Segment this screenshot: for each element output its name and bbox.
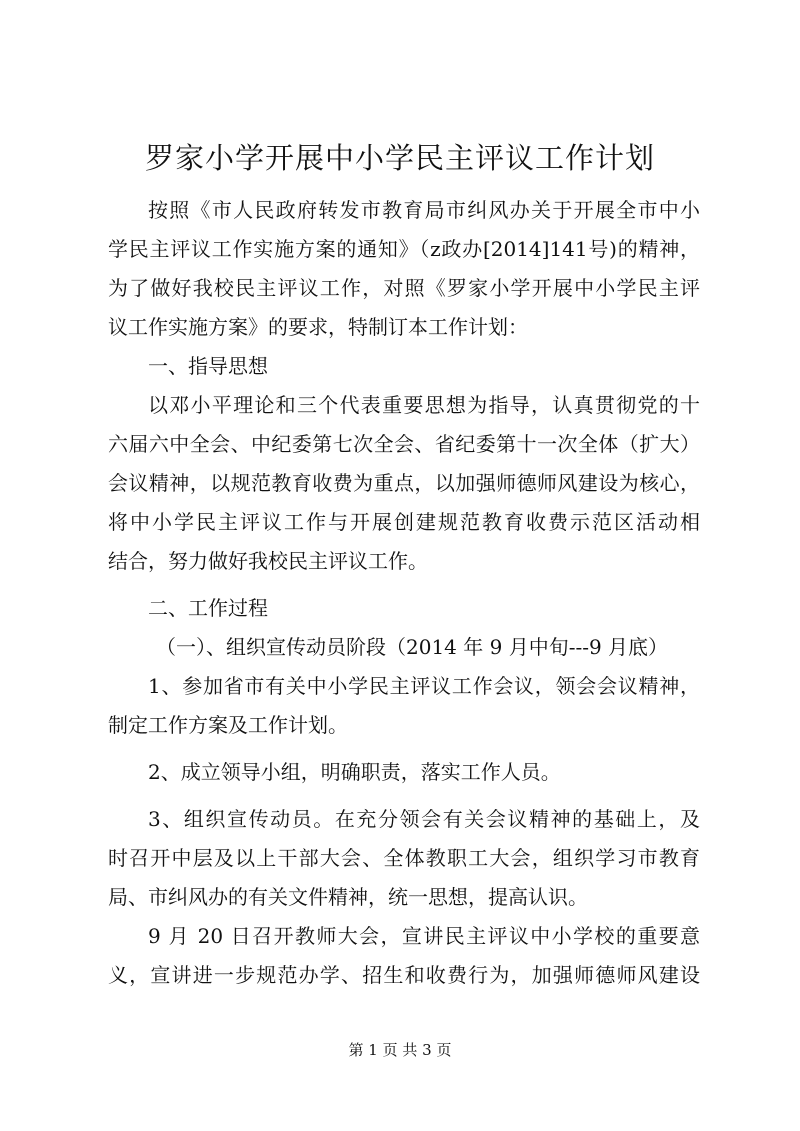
paragraph-line: 义，宣讲进一步规范办学、招生和收费行为，加强师德师风建设 — [108, 963, 700, 987]
paragraph-line: 按照《市人民政府转发市教育局市纠风办关于开展全市中小 — [148, 198, 700, 222]
paragraph-line: 2、成立领导小组，明确职责，落实工作人员。 — [148, 760, 561, 784]
paragraph-line: 议工作实施方案》的要求，特制订本工作计划： — [108, 315, 528, 339]
paragraph-line: 9 月 20 日召开教师大会，宣讲民主评议中小学校的重要意 — [148, 924, 700, 948]
paragraph-line: 时召开中层及以上干部大会、全体教职工大会，组织学习市教育 — [108, 846, 700, 870]
subsection-heading: （一）、组织宣传动员阶段（2014 年 9 月中旬---9 月底） — [156, 635, 669, 659]
paragraph-line: 为了做好我校民主评议工作，对照《罗家小学开展中小学民主评 — [108, 276, 700, 300]
paragraph-line: 1、参加省市有关中小学民主评议工作会议，领会会议精神， — [148, 674, 700, 698]
paragraph-line: 六届六中全会、中纪委第七次全会、省纪委第十一次全体（扩大） — [108, 432, 700, 456]
paragraph-line: 学民主评议工作实施方案的通知》（z政办[2014]141号)的精神， — [108, 237, 700, 261]
paragraph-line: 局、市纠风办的有关文件精神，统一思想，提高认识。 — [108, 885, 588, 909]
paragraph-line: 3、组织宣传动员。在充分领会有关会议精神的基础上，及 — [148, 807, 700, 831]
document-title: 罗家小学开展中小学民主评议工作计划 — [144, 141, 655, 175]
section-heading: 二、工作过程 — [148, 596, 268, 620]
paragraph-line: 制定工作方案及工作计划。 — [108, 713, 348, 737]
section-heading: 一、指导思想 — [148, 354, 268, 378]
paragraph-line: 会议精神，以规范教育收费为重点，以加强师德师风建设为核心， — [108, 471, 700, 495]
page-footer: 第 1 页 共 3 页 — [348, 1041, 452, 1059]
paragraph-line: 结合，努力做好我校民主评议工作。 — [108, 549, 428, 573]
paragraph-line: 将中小学民主评议工作与开展创建规范教育收费示范区活动相 — [108, 510, 700, 534]
paragraph-line: 以邓小平理论和三个代表重要思想为指导，认真贯彻党的十 — [148, 393, 700, 417]
